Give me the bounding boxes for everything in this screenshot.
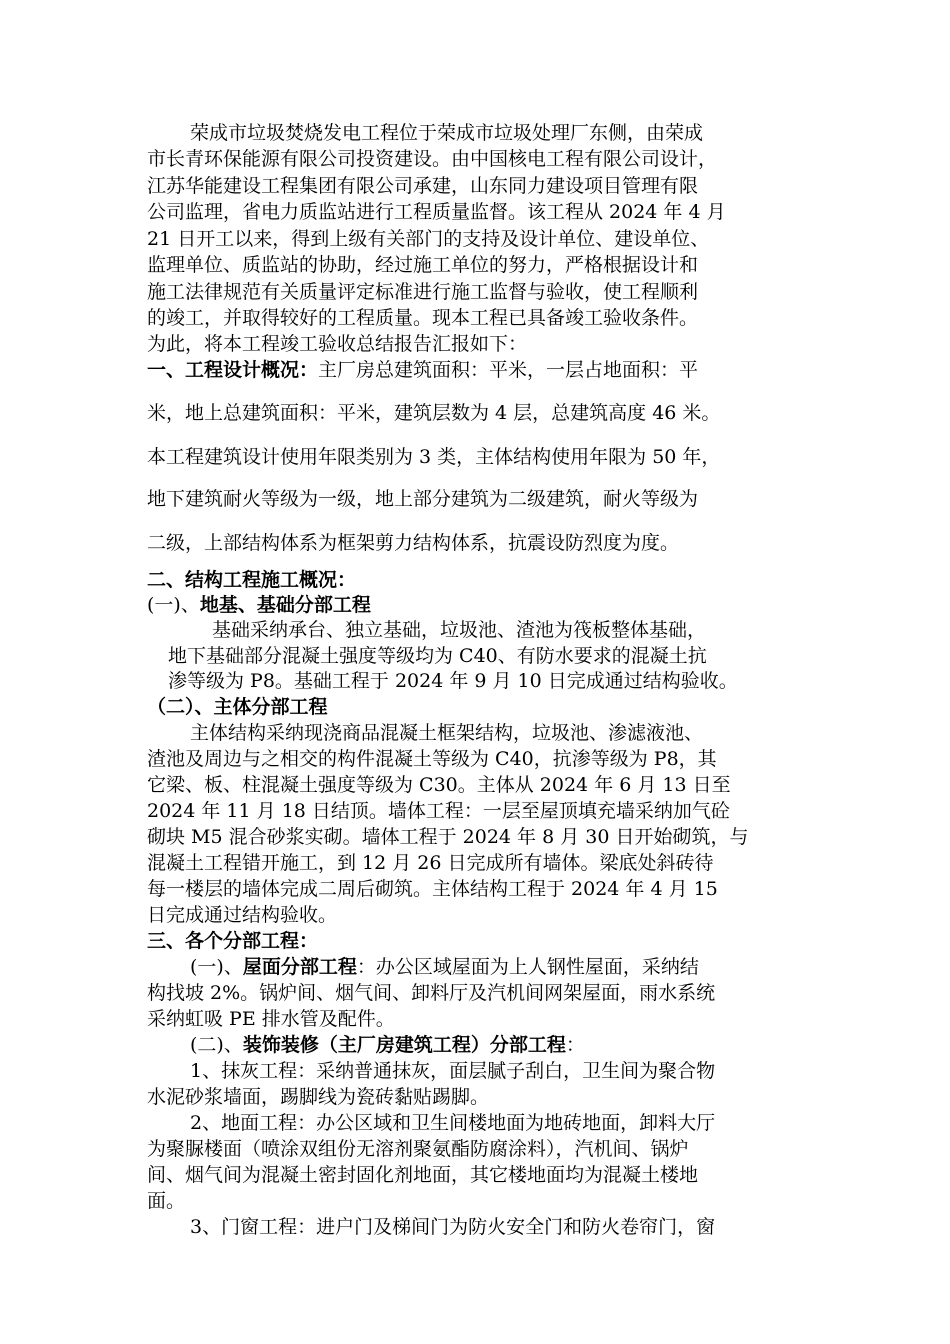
intro-line-2: 市长青环保能源有限公司投资建设。由中国核电工程有限公司设计， [147,148,718,170]
section-3-heading: 三、各个分部工程： [147,930,319,952]
decoration-prefix: (二)、 [190,1034,243,1056]
roof-line-1 [190,958,699,977]
floor-line-4: 面。 [147,1190,186,1212]
main-structure-line-2: 渣池及周边与之相交的构件混凝土等级为 C40，抗渗等级为 P8，其 [147,748,717,770]
intro-line-9: 为此，将本工程竣工验收总结报告汇报如下： [147,333,528,355]
main-structure-line-4: 2024 年 11 月 18 日结顶。墙体工程：一层至屋顶填充墙采纳加气砼 [147,800,730,822]
roof-prefix: (一)、 [190,956,243,978]
main-structure-line-6: 混凝土工程错开施工，到 12 月 26 日完成所有墙体。梁底处斜砖待 [147,852,714,874]
plastering-line-2: 水泥砂浆墙面，踢脚线为瓷砖黏贴踢脚。 [147,1086,490,1108]
roof-line-2: 构找坡 2%。锅炉间、烟气间、卸料厅及汽机间网架屋面，雨水系统 [147,982,716,1004]
decoration-title-line [190,1036,585,1055]
roof-line-3: 采纳虹吸 PE 排水管及配件。 [147,1008,395,1030]
main-structure-line-8: 日完成通过结构验收。 [147,904,338,926]
roof-text: ：办公区域屋面为上人钢性屋面，采纳结 [356,956,699,978]
section-1-heading: 一、工程设计概况： [147,359,319,381]
intro-line-8: 的竣工，并取得较好的工程质量。现本工程已具备竣工验收条件。 [147,307,699,329]
roof-title: 屋面分部工程 [242,956,357,978]
section-1-line-5: 二级，上部结构体系为框架剪力结构体系，抗震设防烈度为度。 [147,532,680,554]
floor-line-3: 间、烟气间为混凝土密封固化剂地面，其它楼地面均为混凝土楼地 [147,1164,699,1186]
section-1-text: 主厂房总建筑面积：平米，一层占地面积：平 [318,359,699,381]
main-structure-line-7: 每一楼层的墙体完成二周后砌筑。主体结构工程于 2024 年 4 月 15 [147,878,718,900]
decoration-suffix: ： [565,1034,585,1056]
intro-line-4: 公司监理，省电力质监站进行工程质量监督。该工程从 2024 年 4 月 [147,201,726,223]
foundation-line-1: 基础采纳承台、独立基础，垃圾池、渣池为筏板整体基础， [212,619,707,641]
decoration-title: 装饰装修（主厂房建筑工程）分部工程 [242,1034,566,1056]
section-1-line-3: 本工程建筑设计使用年限类别为 3 类，主体结构使用年限为 50 年， [147,446,721,468]
foundation-line-3: 渗等级为 P8。基础工程于 2024 年 9 月 10 日完成通过结构验收。 [168,670,738,692]
floor-line-2: 为聚脲楼面（喷涂双组份无溶剂聚氨酯防腐涂料），汽机间、锅炉 [147,1138,689,1160]
plastering-line-1: 1、抹灰工程：采纳普通抹灰，面层腻子刮白，卫生间为聚合物 [190,1060,716,1082]
intro-line-1: 荣成市垃圾焚烧发电工程位于荣成市垃圾处理厂东侧，由荣成 [190,122,704,144]
intro-line-3: 江苏华能建设工程集团有限公司承建，山东同力建设项目管理有限 [147,175,699,197]
main-structure-line-3: 它梁、板、柱混凝土强度等级为 C30。主体从 2024 年 6 月 13 日至 [147,774,731,796]
floor-line-1: 2、地面工程：办公区域和卫生间楼地面为地砖地面，卸料大厅 [190,1112,716,1134]
intro-line-5: 21 日开工以来，得到上级有关部门的支持及设计单位、建设单位、 [147,228,710,250]
subsection-foundation-prefix: (一)、 [147,594,200,616]
section-1-line-2: 米，地上总建筑面积：平米，建筑层数为 4 层，总建筑高度 46 米。 [147,402,721,424]
doors-windows-line-1: 3、门窗工程：进户门及梯间门为防火安全门和防火卷帘门，窗 [190,1216,716,1238]
main-structure-line-5: 砌块 M5 混合砂浆实砌。墙体工程于 2024 年 8 月 30 日开始砌筑，与 [147,826,749,848]
section-2-heading: 二、结构工程施工概况： [147,569,357,591]
foundation-line-2: 地下基础部分混凝土强度等级均为 C40、有防水要求的混凝土抗 [168,645,707,667]
subsection-foundation-title [147,596,371,615]
section-1-first-line [147,361,698,380]
subsection-foundation-name: 地基、基础分部工程 [199,594,371,616]
intro-line-6: 监理单位、质监站的协助，经过施工单位的努力，严格根据设计和 [147,254,699,276]
main-structure-line-1: 主体结构采纳现浇商品混凝土框架结构，垃圾池、渗滤液池、 [190,722,704,744]
intro-line-7: 施工法律规范有关质量评定标准进行施工监督与验收，使工程顺利 [147,281,699,303]
section-1-line-4: 地下建筑耐火等级为一级，地上部分建筑为二级建筑，耐火等级为 [147,488,699,510]
subsection-main-structure-title: （二）、主体分部工程 [147,696,328,718]
